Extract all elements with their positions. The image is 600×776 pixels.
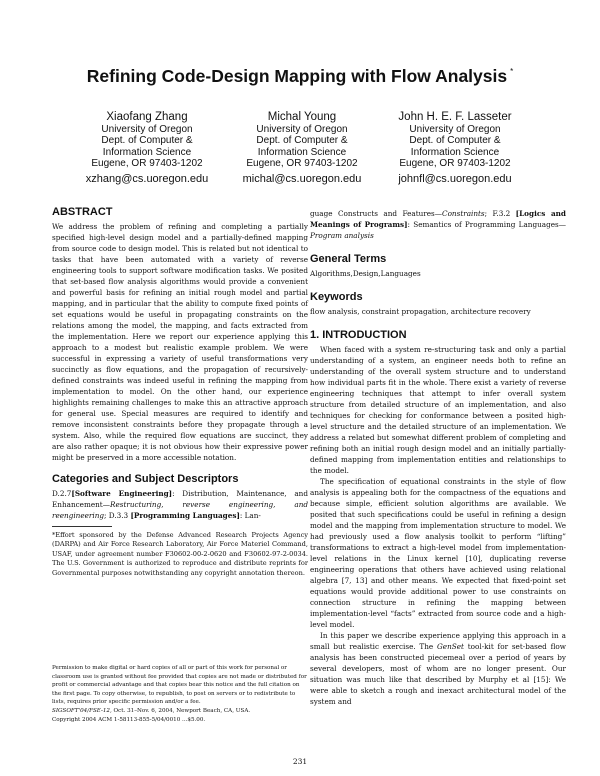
paper-title xyxy=(0,66,600,87)
author-email: xzhang@cs.uoregon.edu xyxy=(85,172,209,185)
categories-continued: guage Constructs and Features—Constraints; F.3.2 [Logics and Meanings of Programs]: Semantics of Programming Languages—Program analysis xyxy=(310,209,567,240)
author-dept: Dept. of Computer & xyxy=(256,135,348,146)
copyright-line: Copyright 2004 ACM 1-58113-855-5/04/0010 ...$5.00. xyxy=(52,716,206,723)
page-number: 231 xyxy=(292,757,308,766)
author-dept: Dept. of Computer & xyxy=(101,135,193,146)
keywords-heading: Keywords xyxy=(310,291,363,303)
intro-paragraph-1: When faced with a system re-structuring task and only a partial understanding of a system, an engineer needs both to refine an understanding of the overall system structure and to understand how individual parts fit in the whole. There exist a variety of reverse engineering techniques that attempt to infer overall system structure from detailed structure of an implementation, and also techniques for checking for conformance between a posited high-level structure and the detailed structure of an implementation. We address a related but somewhat different problem of completing and refining both an initial rough design model and an initially partially-defined mapping from implementation entities and relationships to the model. xyxy=(310,345,566,475)
author-name: Xiaofang Zhang xyxy=(106,111,188,123)
general-terms-text: Algorithms,Design,Languages xyxy=(310,269,421,278)
intro-paragraph-2: The specification of equational constraints in the style of flow analysis is appealing both for the compactness of the equations and because simple, efficient solution algorithms are available. We posited that such specifications could be useful in refining a design model and the mapping from implementation structure to model. We had previously used a flow analysis toolkit to perform “lifting” transformations to extract a high-level model from implementation-level relations in the Linux kernel [10], duplicating reverse engineering operations that others have achieved using relational algebra [7, 13] and other means. We expected that fixed-point set equations would provide additional power to use constraints on connection structure in refining the mapping between implementation-level “facts” extracted from source code and a high-level model. xyxy=(310,477,566,629)
author-email: michal@cs.uoregon.edu xyxy=(242,172,362,185)
intro-paragraph-3: In this paper we describe experience applying this approach in a small but realistic exercise. The GenSet tool-kit for set-based flow analysis has been constructed piecemeal over a period of years by several developers, most of whom are no longer present. Our situation was much like that described by Murphy et al [15]: We were able to sketch a rough and inexact architectural model of the system and xyxy=(310,631,566,706)
general-terms-heading: General Terms xyxy=(310,253,387,265)
author-dept-2: Information Science xyxy=(102,146,192,158)
abstract-text: We address the problem of refining and completing a partially specified high-level design model and a partially-defined mapping from source code to design model. This is related but not identical to tasks that have been automated with a variety of reverse engineering tools to support software modification tasks. We posited that set-based flow analysis algorithms would provide a convenient and powerful basis for refining an initial rough model and partial mapping, and in particular that the ability to compute fixed points of set equations would be useful in propagating constraints on the relations among the model, the mapping, and facts extracted from the implementation. Here we report our experience applying this approach to a modest but realistic example problem. We were successful in expressing a variety of useful transformations very succinctly as flow equations, and the propagation of recursively-defined constraints was indeed useful in refining the mapping from implementation to model. On the other hand, our experience highlights remaining challenges to make this an attractive approach for general use. Special measures are required to identify and remove inconsistent constraints before they propagate through a system. Also, while the required flow equations are succinct, they are also rather opaque; it is not obvious how their expressive power might be preserved in a more accessible notation. xyxy=(52,222,308,462)
author-name: John H. E. F. Lasseter xyxy=(398,111,512,123)
permission-text: Permission to make digital or hard copies of all or part of this work for personal or classroom use is granted without fee provided that copies are not made or distributed for profit or commercial advantage and that copies bear this notice and the full citation on the first page. To copy otherwise, to republish, to post on servers or to redistribute to lists, requires prior specific permission and/or a fee. xyxy=(52,665,307,706)
author-email: johnfl@cs.uoregon.edu xyxy=(398,172,512,185)
author-dept-2: Information Science xyxy=(410,146,500,158)
categories-heading: Categories and Subject Descriptors xyxy=(52,473,239,485)
right-column xyxy=(310,208,566,707)
title-footnote-mark: * xyxy=(510,67,514,76)
author-dept-2: Information Science xyxy=(257,146,347,158)
introduction-heading: 1. INTRODUCTION xyxy=(310,329,407,341)
left-column xyxy=(52,206,308,578)
footnote-rule xyxy=(52,526,112,527)
author-name: Michal Young xyxy=(267,111,337,123)
author-block-3 xyxy=(360,112,550,185)
author-affiliation: University of Oregon xyxy=(256,123,348,135)
title-text: Refining Code-Design Mapping with Flow Analysis xyxy=(86,66,508,86)
author-affiliation: University of Oregon xyxy=(101,123,193,135)
abstract-heading: ABSTRACT xyxy=(52,206,113,218)
author-address: Eugene, OR 97403-1202 xyxy=(91,158,203,169)
author-address: Eugene, OR 97403-1202 xyxy=(246,158,358,169)
author-affiliation: University of Oregon xyxy=(409,123,501,135)
author-address: Eugene, OR 97403-1202 xyxy=(399,158,511,169)
permission-block xyxy=(52,664,308,724)
categories-text: D.2.7[Software Engineering]: Distribution, Maintenance, and Enhancement—Restructuring, reverse engineering, and reengineering; D.3.3 [Programming Languages]: Lan- xyxy=(52,489,308,520)
keywords-text: flow analysis, constraint propagation, architecture recovery xyxy=(310,307,531,316)
author-dept: Dept. of Computer & xyxy=(409,135,501,146)
footnote-text: *Effort sponsored by the Defense Advanced Research Projects Agency (DARPA) and Air Force Research Laboratory, Air Force Materiel Command, USAF, under agreement number F30602-00-2-0620 and F30602-97-2-0034. The U.S. Government is authorized to reproduce and distribute reprints for Governmental purposes notwithstanding any copyright annotation thereon. xyxy=(52,531,308,577)
venue-line: SIGSOFT'04/FSE-12, Oct. 31–Nov. 6, 2004, Newport Beach, CA, USA. xyxy=(52,707,251,714)
